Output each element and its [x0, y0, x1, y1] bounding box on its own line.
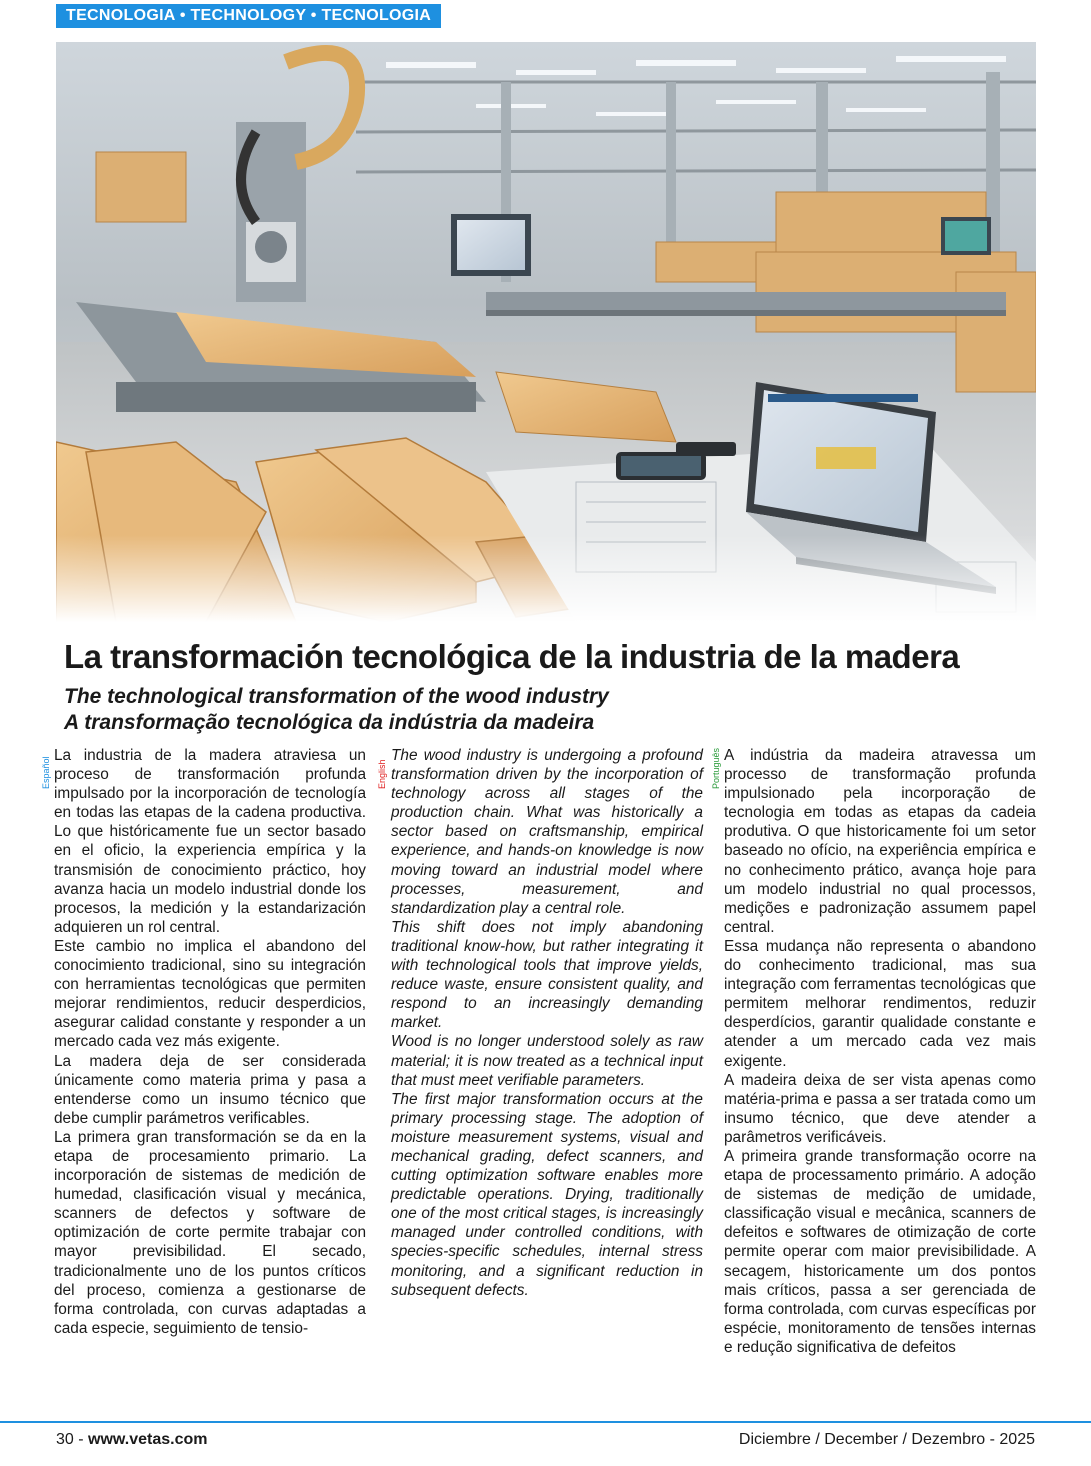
section-tag: TECNOLOGIA • TECHNOLOGY • TECNOLOGIA [56, 4, 441, 28]
paragraph: The wood industry is undergoing a profound transformation driven by the incorporation of technology across all stages of the production chain. What was historically a sector based on craftsmanship, empirical experience, and hands-on knowledge is now moving toward an industrial model where processes, measurement, and standardization play a central role. [391, 747, 703, 917]
site-link[interactable]: www.vetas.com [88, 1431, 208, 1448]
article-subtitle-english: The technological transformation of the wood industry [64, 685, 609, 708]
paragraph: La madera deja de ser considerada únicamente como materia prima y pasa a entenderse como un insumo técnico que debe cumplir parámetros verificables. [54, 1052, 366, 1127]
paragraph: A madeira deixa de ser vista apenas como matéria-prima e passa a ser tratada como um insumo técnico, que deve atender a parâmetros verificáveis. [724, 1071, 1036, 1146]
paragraph: Essa mudança não representa o abandono do conhecimento tradicional, mas sua integração com ferramentas tecnológicas que permitem melhorar rendimentos, reduzir desperdícios, garantir qualidade constante e atender a um mercado cada vez mais exigente. [724, 937, 1036, 1070]
page-number: 30 - [56, 1431, 89, 1448]
paragraph: This shift does not imply abandoning traditional know-how, but rather integrating it with technological tools that improve yields, reduce waste, ensure consistent quality, and respond to an increasingly demanding market. [391, 918, 703, 1032]
footer-date: Diciembre / December / Dezembro - 2025 [738, 1431, 1035, 1448]
footer-page-info [56, 1431, 207, 1449]
hero-image [56, 42, 1036, 622]
language-label-english: English [377, 759, 387, 789]
paragraph: Wood is no longer understood solely as raw material; it is now treated as a technical input that must meet verifiable parameters. [391, 1033, 703, 1089]
paragraph: The first major transformation occurs at the primary processing stage. The adoption of moisture measurement systems, visual and mechanical grading, defect scanners, and cutting optimization software enables more predictable operations. Drying, traditionally one of the most critical stages, is increasingly managed under controlled conditions, with species-specific schedules, internal stress monitoring, and a significant reduction in subsequent defects. [391, 1090, 703, 1299]
paragraph: A indústria da madeira atravessa um processo de transformação profunda impulsionado pela incorporação de tecnologia em todas as etapas da cadeia produtiva. O que historicamente foi um setor baseado no ofício, na experiência empírica e no conhecimento prático, avança hoje para um modelo industrial no qual processos, medições e padronização assumem papel central. [724, 747, 1036, 936]
language-label-spanish: Español [41, 756, 51, 789]
column-spanish [54, 746, 366, 1338]
column-english [391, 746, 703, 1300]
footer-divider [0, 1421, 1091, 1423]
paragraph: Este cambio no implica el abandono del conocimiento tradicional, sino su integración con herramientas tecnológicas que permiten mejorar rendimientos, reducir desperdicios, asegurar calidad constante y responder a un mercado cada vez más exigente. [54, 937, 366, 1051]
paragraph: La primera gran transformación se da en la etapa de procesamiento primario. La incorporación de sistemas de medición de humedad, clasificación visual y mecánica, scanners de defectos y software de optimización de corte permite trabajar con mayor previsibilidad. El secado, tradicionalmente uno de los puntos críticos del proceso, comienza a gestionarse de forma controlada, con curvas adaptadas a cada especie, seguimiento de tensio- [54, 1128, 366, 1337]
language-label-portuguese: Português [711, 747, 721, 789]
paragraph: La industria de la madera atraviesa un proceso de transformación profunda impulsado por la incorporación de tecnología en todas las etapas de la cadena productiva. Lo que históricamente fue un sector basado en el oficio, la experiencia empírica y la transmisión de conocimiento práctico, hoy avanza hacia un modelo industrial donde los procesos, la medición y la estandarización adquieren un rol central. [54, 747, 366, 936]
article-title: La transformación tecnológica de la industria de la madera [64, 638, 960, 675]
article-subtitle-portuguese: A transformação tecnológica da indústria da madeira [64, 711, 595, 734]
paragraph: A primeira grande transformação ocorre na etapa de processamento primário. A adoção de sistemas de medição de umidade, classificação visual e mecânica, scanners de defeitos e softwares de otimização de corte permite operar com maior previsibilidade. A secagem, historicamente um dos pontos mais críticos, passa a ser gerenciada de forma controlada, com curvas específicas por espécie, monitoramento de tensões internas e redução significativa de defeitos [724, 1147, 1036, 1356]
column-portuguese [724, 746, 1036, 1357]
